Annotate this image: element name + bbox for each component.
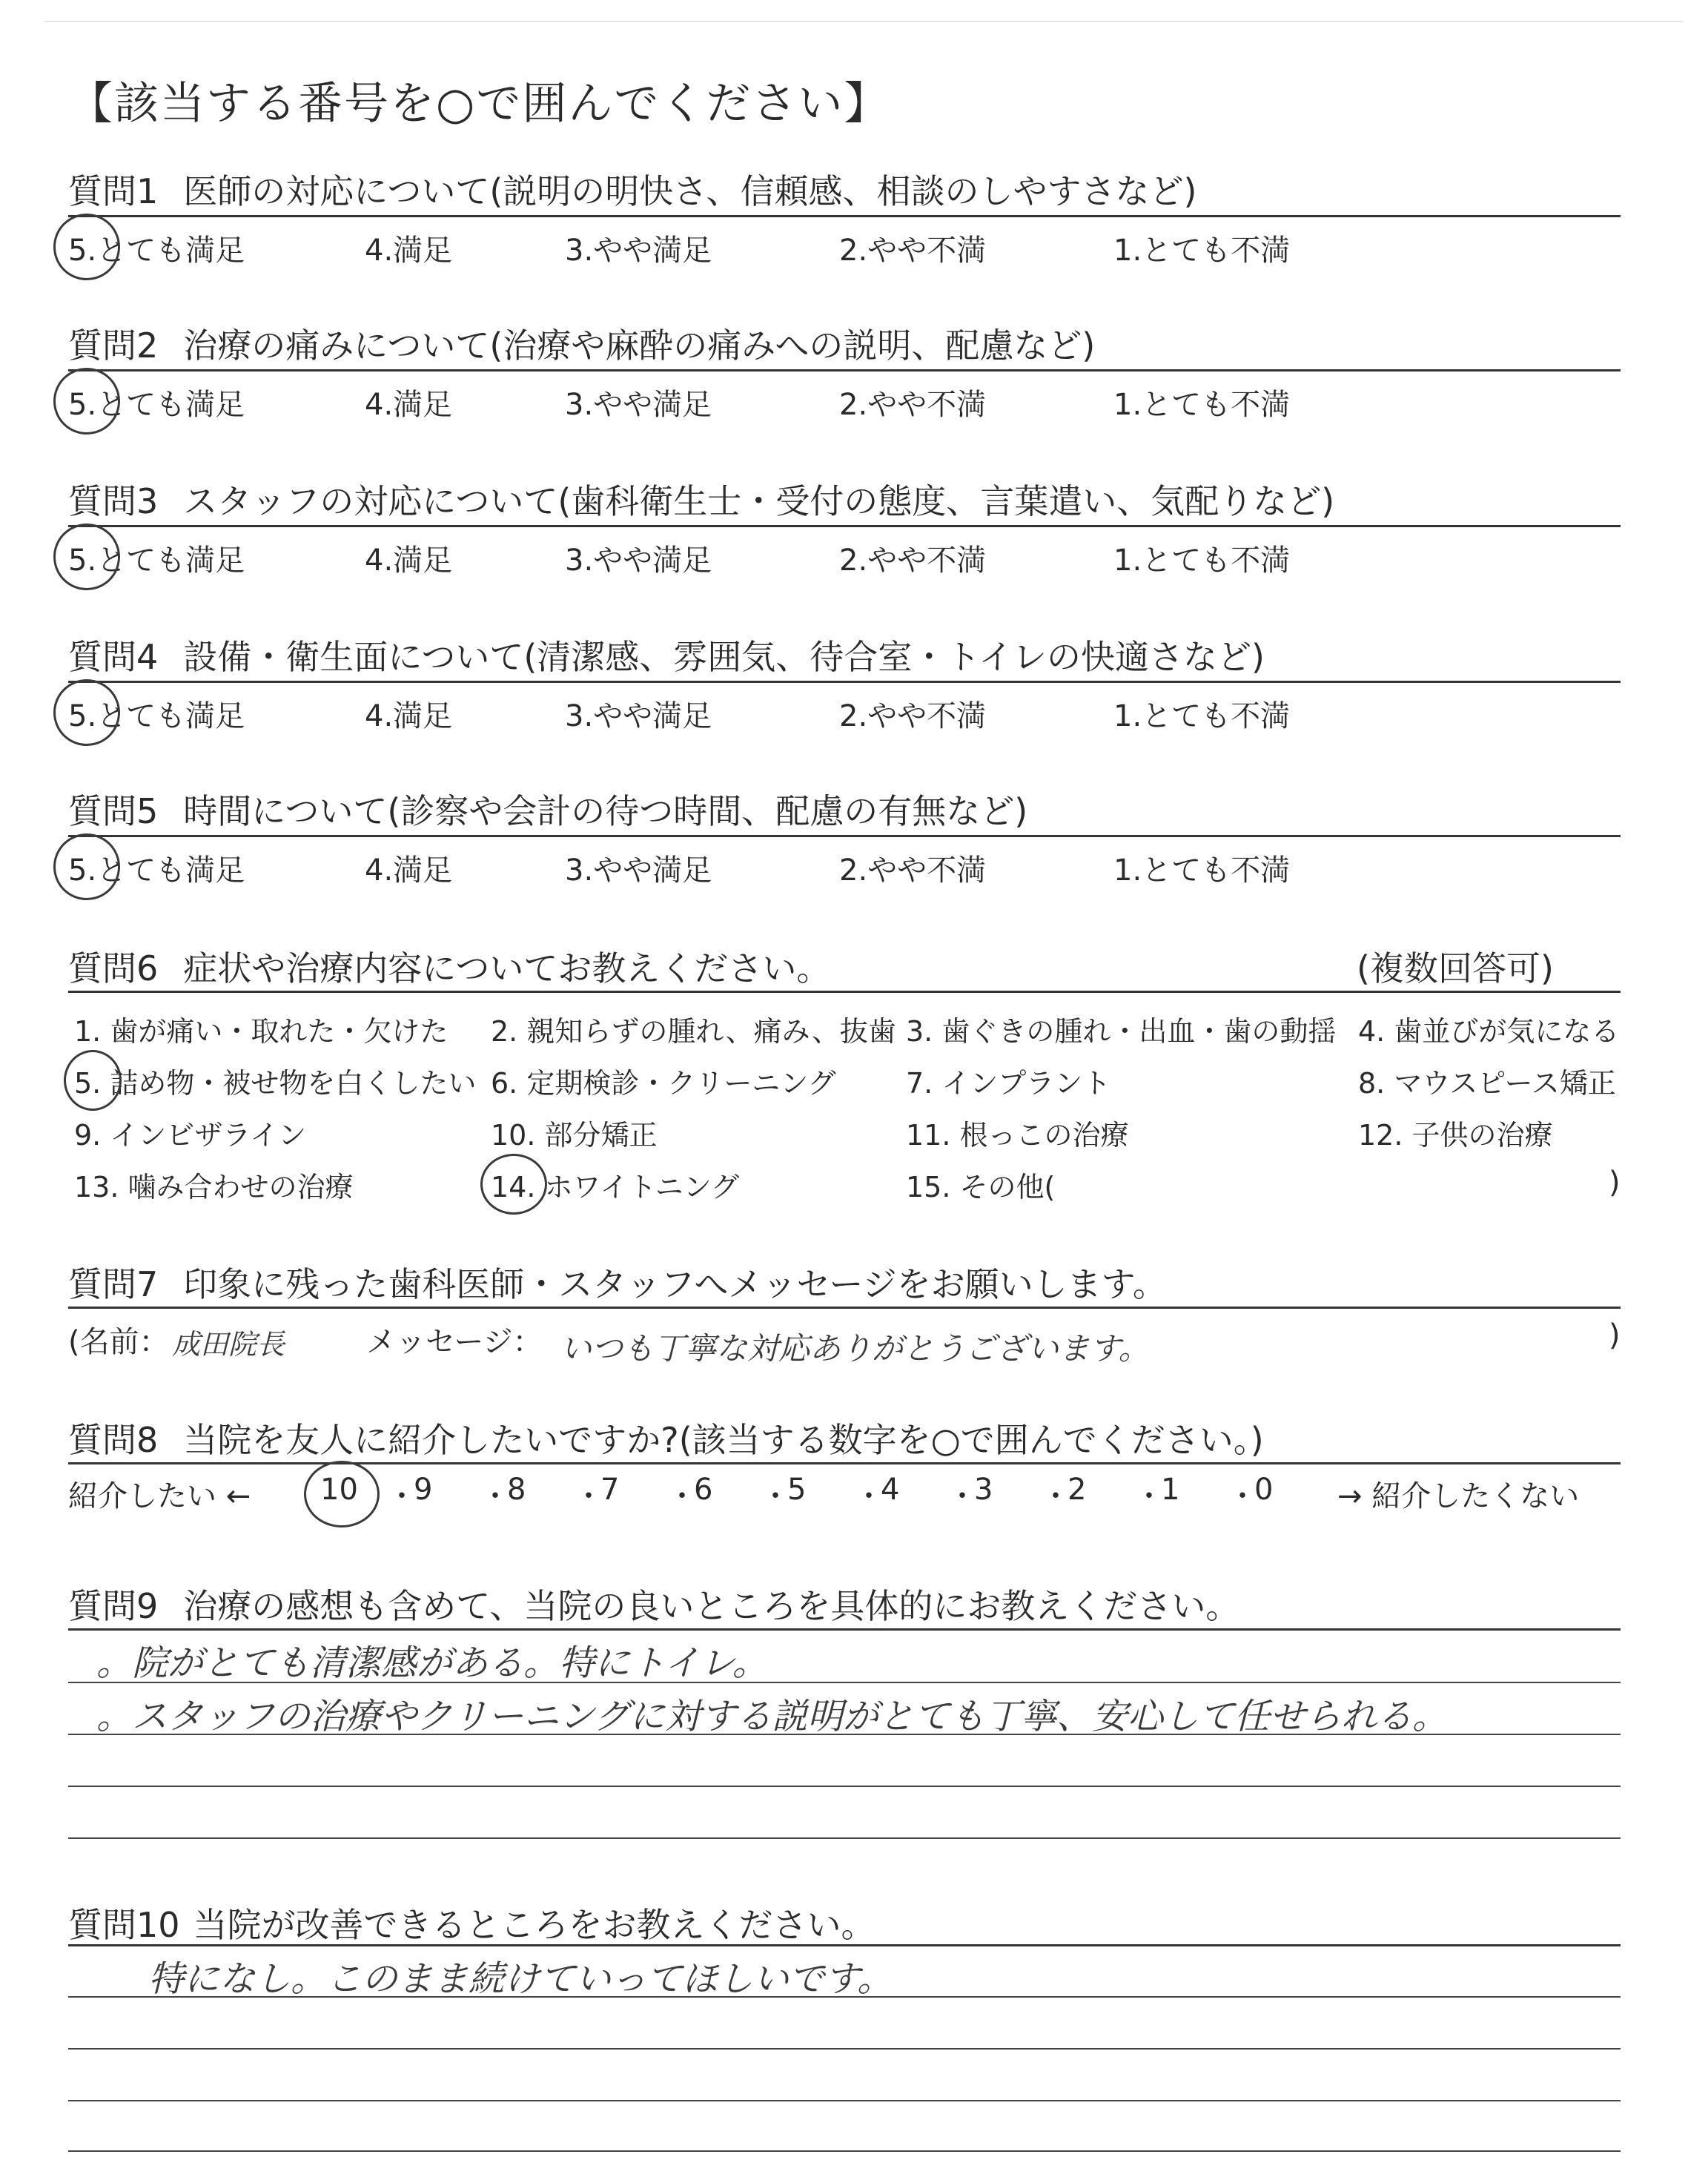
q8-number-7[interactable]: 7 <box>600 1473 620 1507</box>
q3-option-2[interactable]: 2.やや不満 <box>839 544 987 578</box>
q10-answer-1: 特になし。このまま続けていってほしいです。 <box>148 1958 893 2000</box>
q6-option-15[interactable]: 15. その他( <box>906 1171 1056 1203</box>
q6-option-14[interactable]: 14. ホワイトニング <box>491 1171 740 1203</box>
selection-circle <box>53 679 120 746</box>
q8-number-1[interactable]: 1 <box>1161 1473 1180 1507</box>
selection-circle <box>304 1461 380 1527</box>
q6-text: 症状や治療内容についてお教えください。 <box>183 948 831 988</box>
q8-separator: ・ <box>387 1479 417 1513</box>
q6-option-9[interactable]: 9. インビザライン <box>74 1119 307 1152</box>
q8-number-8[interactable]: 8 <box>507 1473 526 1507</box>
selection-circle <box>480 1154 547 1215</box>
q8-number-6[interactable]: 6 <box>694 1473 713 1507</box>
q4-heading <box>68 630 1265 679</box>
q8-separator: ・ <box>480 1479 510 1513</box>
q6-option-4[interactable]: 4. 歯並びが気になる <box>1358 1015 1620 1048</box>
q8-separator: ・ <box>854 1479 884 1513</box>
q6-option-7[interactable]: 7. インプラント <box>906 1067 1111 1100</box>
q8-left-label: 紹介したい ← <box>68 1479 251 1513</box>
q6-option-13[interactable]: 13. 噛み合わせの治療 <box>74 1171 354 1203</box>
q8-separator: ・ <box>1041 1479 1070 1513</box>
q8-separator: ・ <box>667 1479 697 1513</box>
q8-text: 当院を友人に紹介したいですか?(該当する数字を○で囲んでください。) <box>183 1420 1264 1460</box>
q6-option-2[interactable]: 2. 親知らずの腫れ、痛み、抜歯 <box>491 1015 896 1048</box>
q7-name-value: 成田院長 <box>172 1328 285 1361</box>
q10-line-2 <box>68 2048 1621 2050</box>
q10-line-1 <box>68 1996 1621 1998</box>
q6-option-1[interactable]: 1. 歯が痛い・取れた・欠けた <box>74 1015 448 1048</box>
q2-text: 治療の痛みについて(治療や麻酔の痛みへの説明、配慮など) <box>183 326 1096 366</box>
selection-circle <box>53 833 120 900</box>
q1-option-2[interactable]: 2.やや不満 <box>839 234 987 268</box>
q4-option-4[interactable]: 4.満足 <box>365 699 453 733</box>
q3-option-3[interactable]: 3.やや満足 <box>565 544 712 578</box>
q2-option-3[interactable]: 3.やや満足 <box>565 388 712 422</box>
q9-text: 治療の感想も含めて、当院の良いところを具体的にお教えください。 <box>183 1586 1240 1626</box>
q6-rule <box>68 991 1621 993</box>
q2-heading <box>68 319 1095 368</box>
q5-option-1[interactable]: 1.とても不満 <box>1113 853 1291 888</box>
q3-label: 質問3 <box>68 481 159 521</box>
q6-option-12[interactable]: 12. 子供の治療 <box>1358 1119 1553 1152</box>
q3-option-4[interactable]: 4.満足 <box>365 544 453 578</box>
q1-text: 医師の対応について(説明の明快さ、信頼感、相談のしやすさなど) <box>183 171 1197 211</box>
q5-text: 時間について(診察や会計の待つ時間、配慮の有無など) <box>183 791 1028 831</box>
q6-note: (複数回答可) <box>1357 948 1554 988</box>
q2-rule <box>68 369 1621 371</box>
q3-heading <box>68 475 1334 524</box>
q3-option-1[interactable]: 1.とても不満 <box>1113 544 1291 578</box>
q10-line-4 <box>68 2150 1621 2152</box>
q3-option-5[interactable]: 5.とても満足 <box>68 544 245 578</box>
q8-number-5[interactable]: 5 <box>787 1473 807 1507</box>
q10-label: 質問10 <box>68 1905 180 1945</box>
q9-rule <box>68 1628 1621 1631</box>
q6-option-6[interactable]: 6. 定期検診・クリーニング <box>491 1067 836 1100</box>
scan-edge-line <box>44 21 1683 22</box>
q7-close-paren: ) <box>1609 1318 1621 1353</box>
q5-rule <box>68 835 1621 837</box>
selection-circle <box>64 1050 122 1111</box>
q1-heading <box>68 165 1196 214</box>
q6-option-11[interactable]: 11. 根っこの治療 <box>906 1119 1129 1152</box>
q1-option-1[interactable]: 1.とても不満 <box>1113 234 1291 268</box>
q8-rule <box>68 1462 1621 1464</box>
q8-label: 質問8 <box>68 1420 159 1460</box>
q8-right-label: → 紹介したくない <box>1337 1479 1580 1513</box>
q8-number-2[interactable]: 2 <box>1068 1473 1087 1507</box>
q7-text: 印象に残った歯科医師・スタッフへメッセージをお願いします。 <box>183 1264 1167 1304</box>
q5-label: 質問5 <box>68 791 159 831</box>
q4-option-1[interactable]: 1.とても不満 <box>1113 699 1291 733</box>
q2-option-4[interactable]: 4.満足 <box>365 388 453 422</box>
q10-heading <box>68 1898 875 1947</box>
q10-rule <box>68 1944 1621 1946</box>
q8-heading <box>68 1413 1264 1462</box>
q8-number-0[interactable]: 0 <box>1254 1473 1274 1507</box>
q4-option-2[interactable]: 2.やや不満 <box>839 699 987 733</box>
q6-option-8[interactable]: 8. マウスピース矯正 <box>1358 1067 1616 1100</box>
q2-label: 質問2 <box>68 326 159 366</box>
q1-option-5[interactable]: 5.とても満足 <box>68 234 245 268</box>
q5-option-5[interactable]: 5.とても満足 <box>68 853 245 888</box>
q1-option-4[interactable]: 4.満足 <box>365 234 453 268</box>
q5-option-4[interactable]: 4.満足 <box>365 853 453 888</box>
q4-text: 設備・衛生面について(清潔感、雰囲気、待合室・トイレの快適さなど) <box>183 637 1265 677</box>
q6-other-close: ) <box>1609 1166 1621 1200</box>
q4-rule <box>68 681 1621 683</box>
q8-number-4[interactable]: 4 <box>881 1473 900 1507</box>
q7-message-label: メッセージ： <box>366 1325 543 1359</box>
q7-heading <box>68 1258 1167 1307</box>
q9-answer-2: 。スタッフの治療やクリーニングに対する説明がとても丁寧、安心して任せられる。 <box>96 1696 1449 1737</box>
q1-rule <box>68 215 1621 217</box>
q10-text: 当院が改善できるところをお教えください。 <box>193 1905 875 1945</box>
q2-option-5[interactable]: 5.とても満足 <box>68 388 245 422</box>
q8-separator: ・ <box>1134 1479 1164 1513</box>
q9-answer-1: 。院がとても清潔感がある。特にトイレ。 <box>96 1642 768 1684</box>
q8-separator: ・ <box>761 1479 790 1513</box>
q5-option-3[interactable]: 3.やや満足 <box>565 853 712 888</box>
q9-heading <box>68 1579 1239 1628</box>
q8-number-10[interactable]: 10 <box>320 1473 358 1507</box>
q6-option-5[interactable]: 5. 詰め物・被せ物を白くしたい <box>74 1067 477 1100</box>
q7-label: 質問7 <box>68 1264 159 1304</box>
q4-option-5[interactable]: 5.とても満足 <box>68 699 245 733</box>
q6-heading <box>68 942 830 991</box>
q5-option-2[interactable]: 2.やや不満 <box>839 853 987 888</box>
q6-label: 質問6 <box>68 948 159 988</box>
q7-message-value: いつも丁寧な対応ありがとうございます。 <box>560 1330 1150 1367</box>
q2-option-2[interactable]: 2.やや不満 <box>839 388 987 422</box>
q8-separator: ・ <box>947 1479 977 1513</box>
q4-option-3[interactable]: 3.やや満足 <box>565 699 712 733</box>
q6-option-10[interactable]: 10. 部分矯正 <box>491 1119 658 1152</box>
q1-option-3[interactable]: 3.やや満足 <box>565 234 712 268</box>
selection-circle <box>53 524 120 590</box>
q9-line-1 <box>68 1682 1621 1683</box>
q8-separator: ・ <box>1228 1479 1257 1513</box>
q5-heading <box>68 785 1027 833</box>
q7-rule <box>68 1307 1621 1309</box>
page-title: 【該当する番号を○で囲んでください】 <box>68 78 890 130</box>
q9-line-2 <box>68 1734 1621 1735</box>
q8-number-3[interactable]: 3 <box>974 1473 993 1507</box>
q9-label: 質問9 <box>68 1586 159 1626</box>
q4-label: 質問4 <box>68 637 159 677</box>
q9-line-4 <box>68 1837 1621 1839</box>
q7-name-label: (名前： <box>68 1325 169 1359</box>
q8-number-9[interactable]: 9 <box>414 1473 433 1507</box>
q9-line-3 <box>68 1786 1621 1787</box>
selection-circle <box>53 368 120 435</box>
q1-label: 質問1 <box>68 171 159 211</box>
q8-separator: ・ <box>574 1479 603 1513</box>
q3-rule <box>68 525 1621 527</box>
q3-text: スタッフの対応について(歯科衛生士・受付の態度、言葉遣い、気配りなど) <box>183 481 1335 521</box>
q10-line-3 <box>68 2100 1621 2101</box>
selection-circle <box>53 214 120 280</box>
q6-option-3[interactable]: 3. 歯ぐきの腫れ・出血・歯の動揺 <box>906 1015 1337 1048</box>
q2-option-1[interactable]: 1.とても不満 <box>1113 388 1291 422</box>
